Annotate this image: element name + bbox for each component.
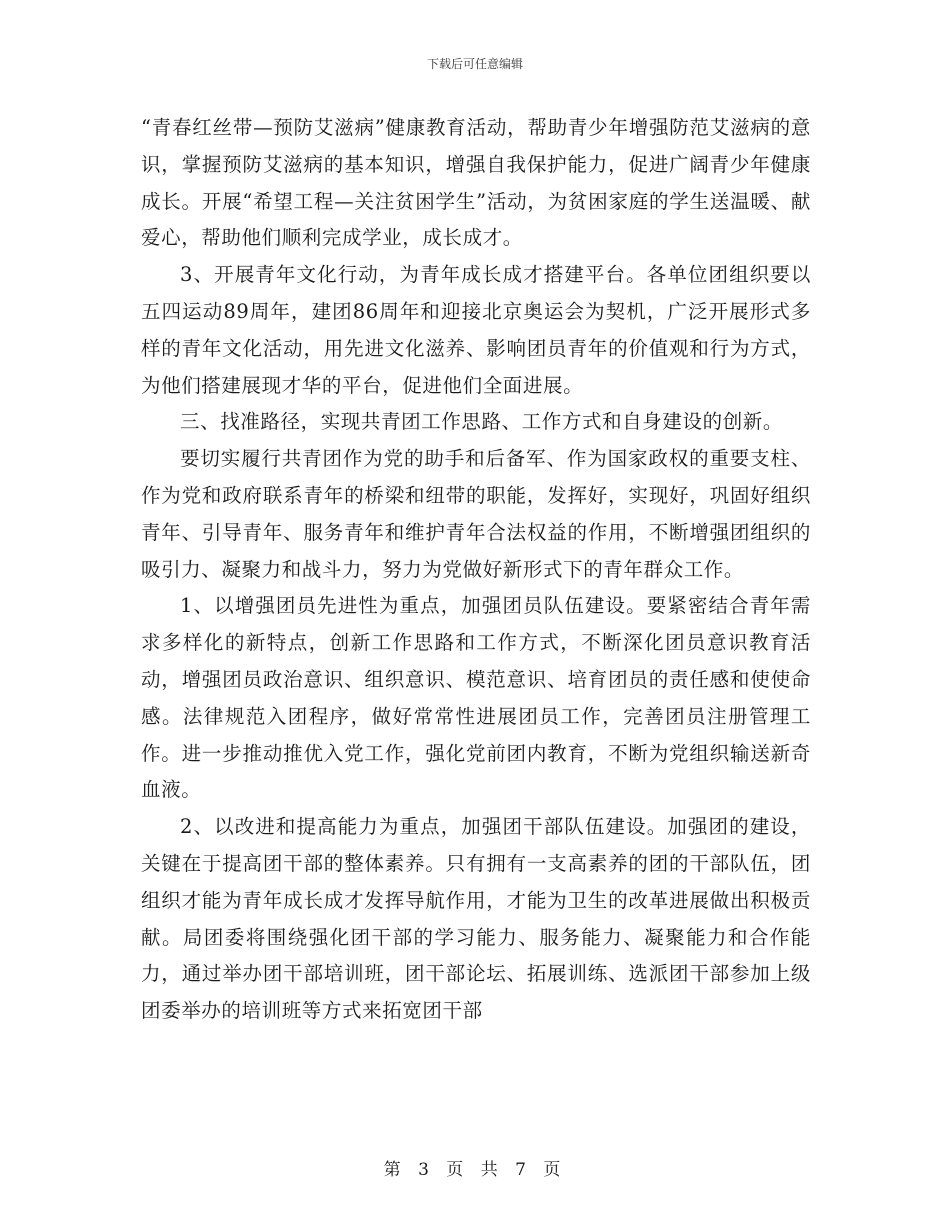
paragraph: 要切实履行共青团作为党的助手和后备军、作为国家政权的重要支柱、作为党和政府联系青年的桥梁和纽带的职能，发挥好，实现好，巩固好组织青年、引导青年、服务青年和维护青年合法权益的作用，不断增强团组织的吸引力、凝聚力和战斗力，努力为党做好新形式下的青年群众工作。: [141, 447, 811, 581]
paragraph: 3、开展青年文化行动，为青年成长成才搭建平台。各单位团组织要以五四运动89周年，建团86周年和迎接北京奥运会为契机，广泛开展形式多样的青年文化活动，用先进文化滋养、影响团员青年的价值观和行为方式，为他们搭建展现才华的平台，促进他们全面进展。: [141, 263, 811, 397]
page-header: 下载后可任意编辑: [426, 57, 523, 71]
page-number-footer: 第 3 页 共 7 页: [383, 1160, 567, 1180]
paragraph: 1、以增强团员先进性为重点，加强团员队伍建设。要紧密结合青年需求多样化的新特点，创新工作思路和工作方式，不断深化团员意识教育活动，增强团员政治意识、组织意识、模范意识、培育团员的责任感和使使命感。法律规范入团程序，做好常常性进展团员工作，完善团员注册管理工作。进一步推动推优入党工作，强化党前团内教育，不断为党组织输送新奇血液。: [141, 594, 811, 802]
paragraph: 2、以改进和提高能力为重点，加强团干部队伍建设。加强团的建设，关键在于提高团干部的整体素养。只有拥有一支高素养的团的干部队伍，团组织才能为青年成长成才发挥导航作用，才能为卫生的改革进展做出积极贡献。局团委将围绕强化团干部的学习能力、服务能力、凝聚能力和合作能力，通过举办团干部培训班，团干部论坛、拓展训练、选派团干部参加上级团委举办的培训班等方式来拓宽团干部: [141, 815, 811, 1023]
paragraph: “青春红丝带—预防艾滋病”健康教育活动，帮助青少年增强防范艾滋病的意识，掌握预防艾滋病的基本知识，增强自我保护能力，促进广阔青少年健康成长。开展“希望工程—关注贫困学生”活动，为贫困家庭的学生送温暖、献爱心，帮助他们顺利完成学业，成长成才。: [141, 116, 811, 250]
section-heading: 三、找准路径，实现共青团工作思路、工作方式和自身建设的创新。: [180, 410, 784, 434]
document-body: [141, 110, 811, 1030]
